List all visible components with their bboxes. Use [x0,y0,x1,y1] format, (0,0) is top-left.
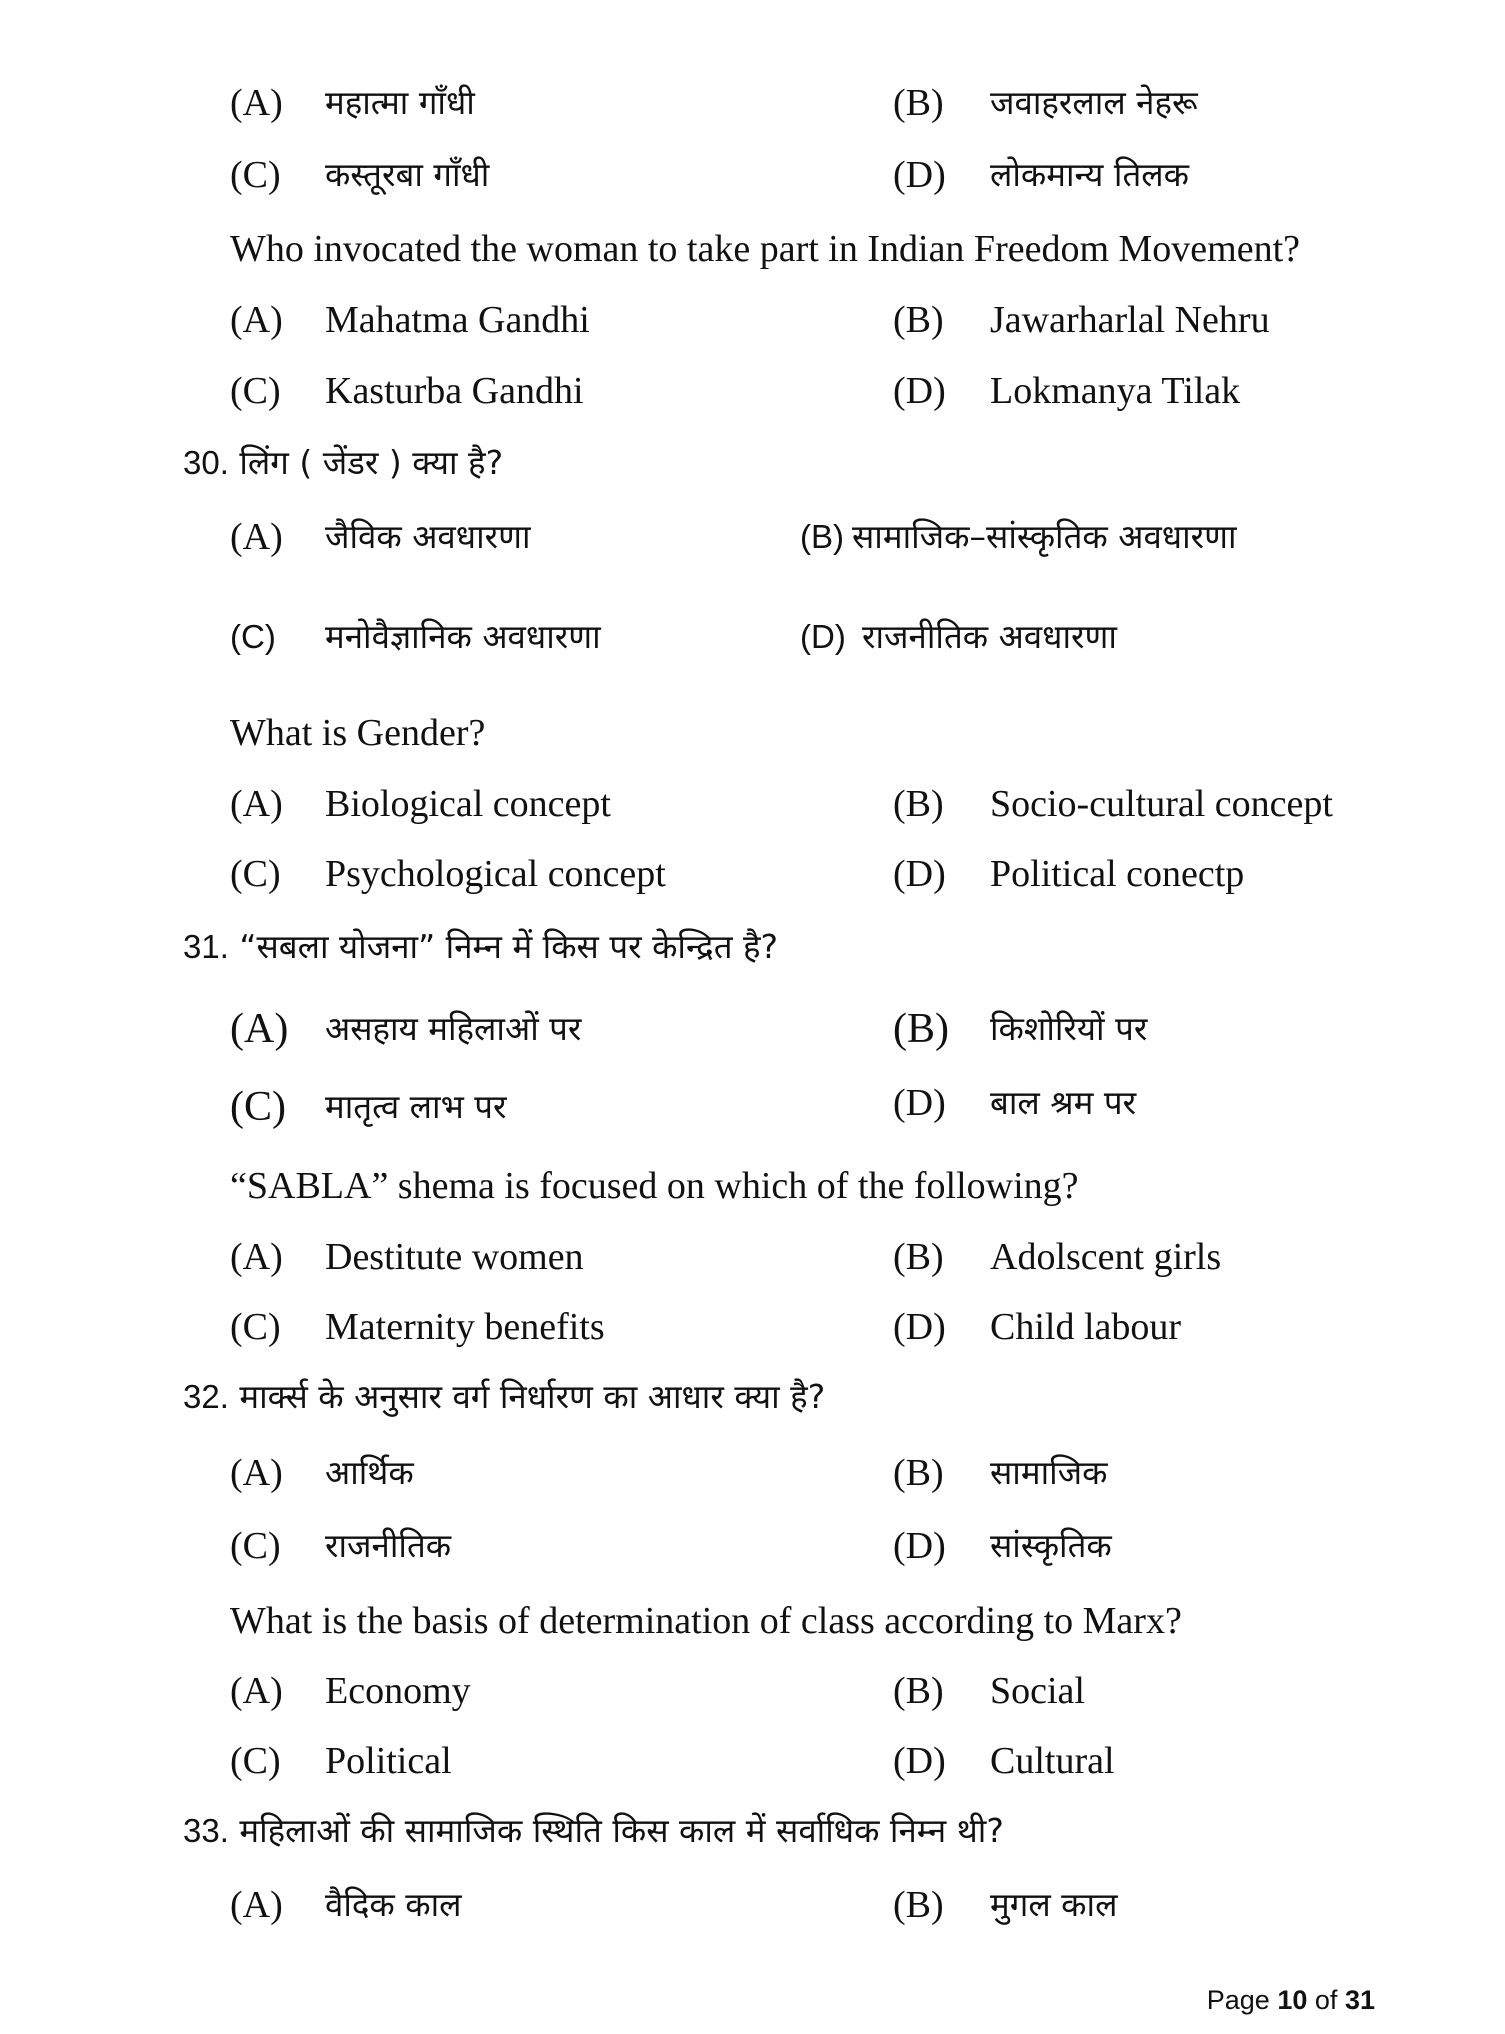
q31-hindi-question [183,924,778,970]
option-label: (B) [893,1884,944,1926]
option-label: (A) [230,299,283,341]
option-label: (D) [893,1082,946,1124]
option-label: (C) [230,370,281,412]
question-number: 32. [183,1378,229,1415]
option-text: Social [990,1670,1085,1712]
option-text: Cultural [990,1740,1115,1782]
option-label: (B) [893,299,944,341]
option-label: (A) [230,783,283,825]
option-text: Kasturba Gandhi [325,370,584,412]
option-text: राजनीतिक [325,1526,452,1565]
q29-english-question: Who invocated the woman to take part in Indian Freedom Movement? [230,228,1301,270]
option-label: (D) [893,154,946,196]
option-text: Psychological concept [325,853,666,895]
page-number-footer [1207,1983,1375,2017]
current-page-number: 10 [1277,1985,1308,2015]
q30-english-question: What is Gender? [230,712,486,754]
option-text: महात्मा गाँधी [325,83,475,122]
option-text: Mahatma Gandhi [325,299,590,341]
question-number: 33. [183,1812,229,1849]
option-label: (C) [230,1084,286,1130]
option-text: Lokmanya Tilak [990,370,1241,412]
option-label: (A) [230,1670,283,1712]
total-page-number: 31 [1344,1985,1375,2015]
q32-hindi-question [183,1374,825,1420]
option-text: सामाजिक [990,1453,1108,1492]
question-number: 30. [183,444,229,481]
option-label: (B) [800,518,844,555]
page-of-label: of [1314,1985,1338,2015]
question-number: 31. [183,928,229,965]
option-label: (B) [893,1670,944,1712]
option-text: बाल श्रम पर [990,1083,1137,1122]
option-label: (C) [230,1306,281,1348]
option-text: मुगल काल [990,1885,1118,1924]
page-label: Page [1206,1985,1270,2015]
option-label: (C) [230,618,276,655]
option-text: मातृत्व लाभ पर [325,1087,507,1126]
q30-hindi-question [183,440,503,486]
option-text: Economy [325,1670,471,1712]
option-label: (D) [893,1525,946,1567]
option-label: (B) [893,1006,949,1052]
option-text: लोकमान्य तिलक [990,155,1189,194]
option-label: (A) [230,82,283,124]
option-label: (D) [893,370,946,412]
option-text: Jawarharlal Nehru [990,299,1270,341]
option-text: असहाय महिलाओं पर [325,1009,582,1048]
option-text: Destitute women [325,1236,584,1278]
option-label: (A) [230,1884,283,1926]
option-text: कस्तूरबा गाँधी [325,155,490,194]
question-text: लिंग ( जेंडर ) क्या है? [239,443,504,482]
option-text: जैविक अवधारणा [325,517,531,556]
option-text: मनोवैज्ञानिक अवधारणा [325,617,601,656]
option-label: (A) [230,1236,283,1278]
option-label: (B) [893,1236,944,1278]
option-label: (B) [893,783,944,825]
option-label: (A) [230,516,283,558]
option-text: वैदिक काल [325,1885,462,1924]
option-text: Political conectp [990,853,1245,895]
option-label: (A) [230,1452,283,1494]
option-label: (D) [893,1306,946,1348]
option-label: (C) [230,853,281,895]
question-text: मार्क्स के अनुसार वर्ग निर्धारण का आधार क्या है? [239,1377,826,1416]
q32-english-question: What is the basis of determination of class according to Marx? [230,1600,1182,1642]
option-label: (D) [893,1740,946,1782]
option-label: (D) [893,853,946,895]
option-label: (D) [800,618,846,655]
q33-hindi-question [183,1808,1004,1854]
option-text: Adolscent girls [990,1236,1222,1278]
question-text: महिलाओं की सामाजिक स्थिति किस काल में सर्वाधिक निम्न थी? [239,1811,1004,1850]
option-label: (B) [893,82,944,124]
option-text: जवाहरलाल नेहरू [990,83,1198,122]
option-text: Socio-cultural concept [990,783,1333,825]
option-label: (C) [230,1740,281,1782]
q31-english-question: “SABLA” shema is focused on which of the following? [230,1165,1079,1207]
option-text: राजनीतिक अवधारणा [862,617,1117,656]
option-text: सामाजिक–सांस्कृतिक अवधारणा [852,517,1237,556]
option-text: Biological concept [325,783,611,825]
option-text: Political [325,1740,452,1782]
option-text: Maternity benefits [325,1306,605,1348]
option-text: किशोरियों पर [990,1009,1148,1048]
option-label: (C) [230,1525,281,1567]
option-label: (B) [893,1452,944,1494]
option-text: Child labour [990,1306,1182,1348]
question-text: “सबला योजना” निम्न में किस पर केन्द्रित है? [239,927,779,966]
option-text: आर्थिक [325,1453,414,1492]
option-label: (A) [230,1006,289,1052]
option-text: सांस्कृतिक [990,1526,1112,1565]
option-label: (C) [230,154,281,196]
